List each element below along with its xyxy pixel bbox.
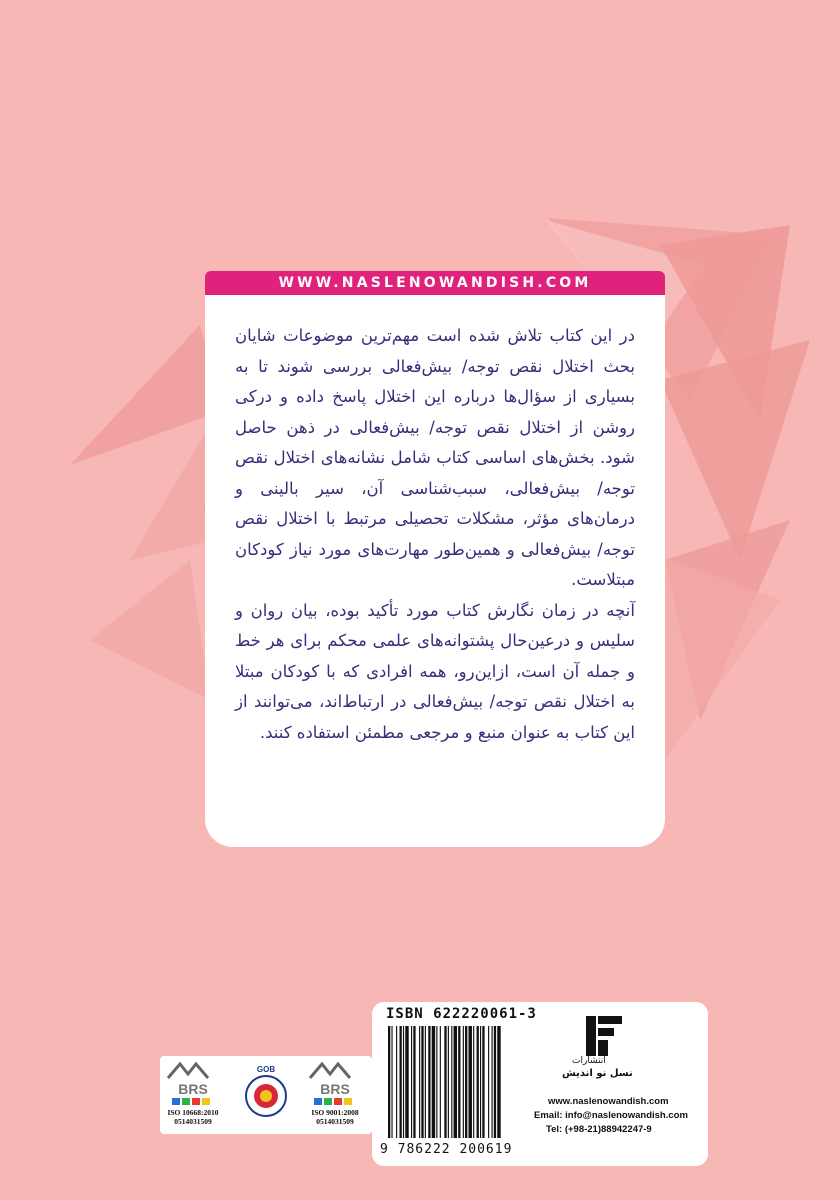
barcode-bar bbox=[436, 1026, 437, 1138]
barcode-bar bbox=[480, 1026, 481, 1138]
barcode-bar bbox=[419, 1026, 420, 1138]
barcode-bar bbox=[413, 1026, 415, 1138]
bg-shape-10 bbox=[90, 560, 210, 700]
barcode bbox=[384, 1026, 540, 1144]
publisher-logo-icon bbox=[584, 1014, 624, 1058]
isbn-label: ISBN 622220061-3 bbox=[386, 1006, 537, 1022]
certificates-card bbox=[160, 1056, 372, 1134]
barcode-bar bbox=[396, 1026, 397, 1138]
isbn-card bbox=[372, 1002, 708, 1166]
barcode-bar bbox=[440, 1026, 441, 1138]
barcode-bar bbox=[391, 1026, 392, 1138]
barcode-bar bbox=[428, 1026, 430, 1138]
barcode-bar bbox=[473, 1026, 474, 1138]
barcode-bar bbox=[451, 1026, 452, 1138]
brs-logo-right-text: BRS bbox=[320, 1081, 350, 1097]
barcode-number: 9 786222 200619 bbox=[380, 1142, 513, 1157]
barcode-bar bbox=[448, 1026, 449, 1138]
barcode-bar bbox=[458, 1026, 460, 1138]
barcode-bar bbox=[482, 1026, 484, 1138]
gob-seal-icon bbox=[238, 1060, 294, 1130]
barcode-bar bbox=[492, 1026, 493, 1138]
barcode-bar bbox=[454, 1026, 457, 1138]
description-paragraph-1: در این کتاب تلاش شده است مهم‌ترین موضوعات شایان بحث اختلال نقص توجه/ بیش‌فعالی بررسی شوند تا به بسیاری از سؤال‌ها درباره این اختلال پاسخ داده و درکی روشن از اختلال نقص توجه/ بیش‌فعالی در ذهن حاصل شود. بخش‌های اساسی کتاب شامل نشانه‌های اختلال نقص توجه/ بیش‌فعالی، سبب‌شناسی آن، سیر بالینی و درمان‌های مؤثر، مشکلات تحصیلی مرتبط با اختلال نقص توجه/ بیش‌فعالی و همین‌طور مهارت‌های مورد نیاز کودکان مبتلاست. bbox=[235, 326, 635, 589]
barcode-bar bbox=[469, 1026, 472, 1138]
publisher-tel: Tel: (+98-21)88942247-9 bbox=[546, 1124, 652, 1135]
barcode-bar bbox=[432, 1026, 435, 1138]
publisher-email: Email: info@naslenowandish.com bbox=[534, 1110, 688, 1121]
publisher-name: نسل نو اندیش bbox=[562, 1068, 633, 1079]
gob-text: GOB bbox=[256, 1065, 276, 1074]
barcode-bar bbox=[497, 1026, 500, 1138]
barcode-bar bbox=[388, 1026, 390, 1138]
publisher-label: انتشارات bbox=[572, 1056, 606, 1066]
barcode-bar bbox=[494, 1026, 496, 1138]
brs-logo-left-text: BRS bbox=[178, 1081, 208, 1097]
barcode-bar bbox=[403, 1026, 404, 1138]
barcode-bar bbox=[405, 1026, 408, 1138]
barcode-bar bbox=[488, 1026, 489, 1138]
barcode-bar bbox=[400, 1026, 402, 1138]
description-paragraph-2: آنچه در زمان نگارش کتاب مورد تأکید بوده، بیان روان و سلیس و درعین‌حال پشتوانه‌های علمی محکم برای هر خط و جمله آن است، ازاین‌رو، همه افرادی که با کودکان مبتلا به اختلال نقص توجه/ بیش‌فعالی در ارتباط‌اند، می‌توانند از این کتاب به عنوان منبع و مرجعی مطمئن استفاده کنند. bbox=[235, 600, 635, 742]
barcode-bar bbox=[444, 1026, 446, 1138]
description-card bbox=[205, 295, 665, 847]
barcode-bar bbox=[411, 1026, 412, 1138]
barcode-bar bbox=[421, 1026, 423, 1138]
brs-right-iso: ISO 9001:2008 0514031509 bbox=[311, 1108, 359, 1126]
publisher-website: www.naslenowandish.com bbox=[548, 1096, 669, 1107]
barcode-bar bbox=[463, 1026, 464, 1138]
barcode-bar bbox=[425, 1026, 426, 1138]
barcode-bar bbox=[477, 1026, 479, 1138]
website-banner: WWW.NASLENOWANDISH.COM bbox=[205, 271, 665, 295]
barcode-bar bbox=[465, 1026, 467, 1138]
brs-left-iso: ISO 10668:2010 0514031509 bbox=[167, 1108, 219, 1126]
